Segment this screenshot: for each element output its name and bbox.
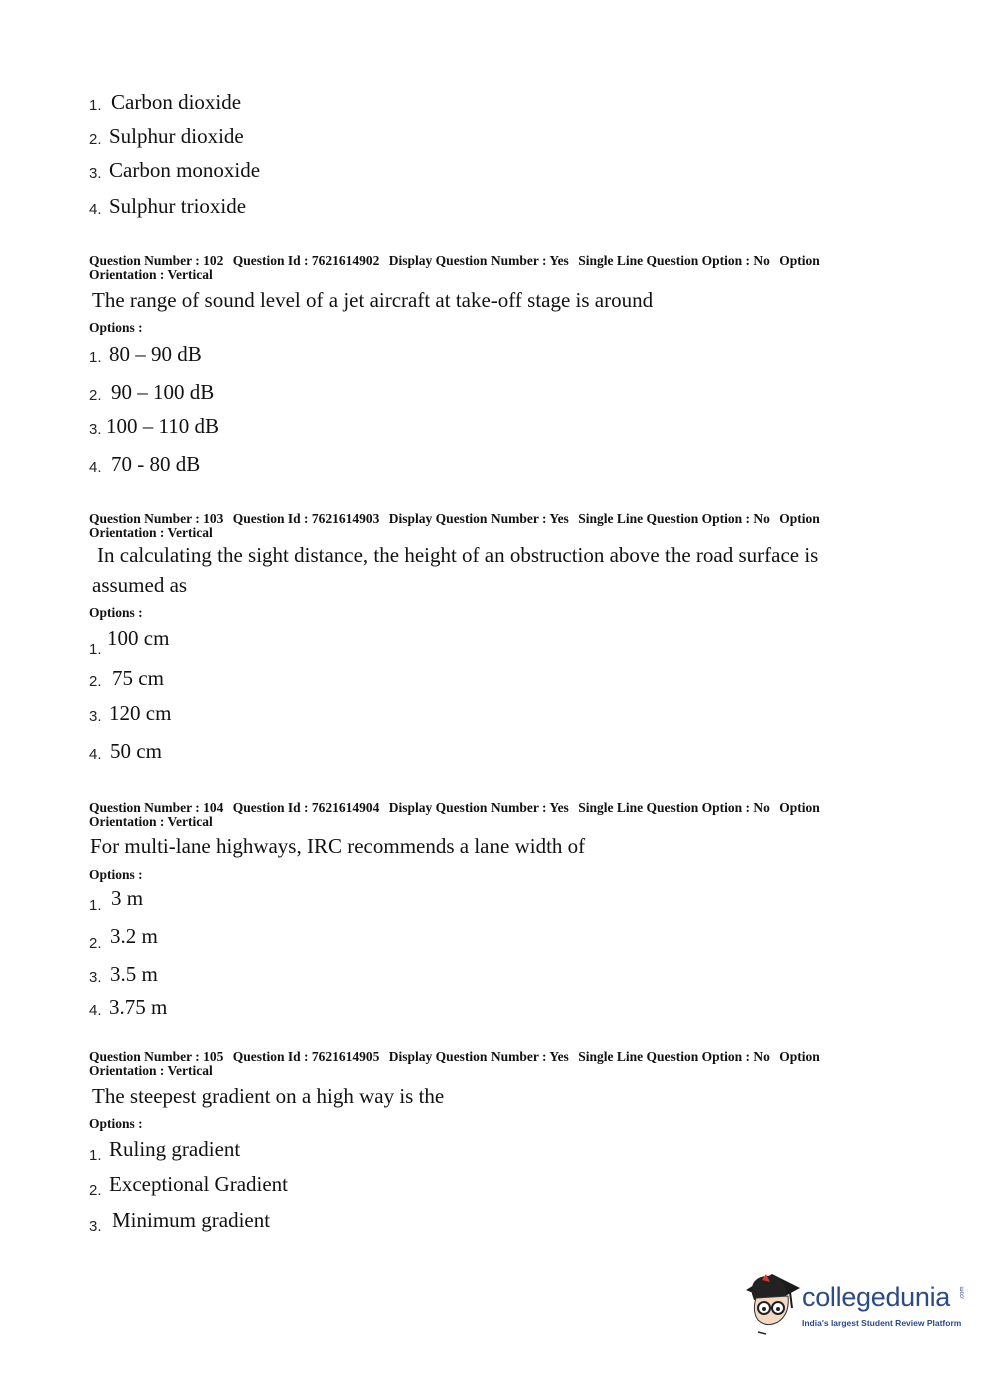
option-number: 2. — [89, 673, 102, 690]
question-text: In calculating the sight distance, the height of an obstruction above the road surface is — [97, 543, 819, 567]
single-line-option: Single Line Question Option : No — [578, 800, 770, 815]
option-number: 4. — [89, 201, 102, 218]
options-label: Options : — [89, 867, 143, 882]
list-item — [89, 160, 260, 181]
option-number: 4. — [89, 1002, 102, 1019]
option-number: 1. — [89, 349, 102, 366]
question-meta — [89, 1050, 879, 1078]
list-item — [89, 92, 241, 113]
display-question-number: Display Question Number : Yes — [388, 800, 569, 815]
list-item — [89, 344, 202, 365]
option-text: 3.5 m — [110, 962, 158, 986]
single-line-option: Single Line Question Option : No — [578, 511, 770, 526]
option-text: 75 cm — [112, 666, 164, 690]
option-number: 1. — [89, 97, 102, 114]
logo-suffix: .com — [959, 1286, 966, 1300]
options-label: Options : — [89, 1116, 143, 1131]
logo-tagline: India's largest Student Review Platform — [802, 1318, 962, 1328]
option-number: 4. — [89, 459, 102, 476]
question-meta — [89, 512, 879, 540]
option-text: 3 m — [111, 886, 144, 910]
display-question-number: Display Question Number : Yes — [388, 253, 569, 268]
list-item — [89, 1208, 271, 1235]
option-text: Carbon dioxide — [111, 90, 242, 114]
list-item — [89, 924, 158, 952]
options-label: Options : — [89, 605, 143, 620]
list-item — [89, 741, 162, 762]
option-text: 100 cm — [107, 626, 170, 650]
option-text: Sulphur trioxide — [109, 194, 247, 218]
question-id: Question Id : 7621614905 — [232, 1049, 380, 1064]
option-number: 3. — [89, 1218, 102, 1235]
option-text: Ruling gradient — [109, 1137, 241, 1161]
option-number: 3. — [89, 421, 102, 438]
list-item — [89, 626, 170, 658]
option-text: Carbon monoxide — [109, 158, 261, 182]
option-number: 3. — [89, 969, 102, 986]
question-meta — [89, 254, 879, 282]
option-text: 3.2 m — [110, 924, 158, 948]
list-item — [89, 382, 214, 403]
list-item — [89, 703, 171, 724]
question-number: Question Number : 104 — [89, 800, 224, 815]
list-item — [89, 668, 164, 689]
option-orientation: Option Orientation : Vertical — [89, 511, 820, 540]
question-number: Question Number : 102 — [89, 253, 224, 268]
option-orientation: Option Orientation : Vertical — [89, 800, 820, 829]
option-number: 2. — [89, 1182, 102, 1199]
question-text: The steepest gradient on a high way is the — [92, 1084, 445, 1108]
option-text: 50 cm — [110, 739, 162, 763]
option-number: 1. — [89, 897, 102, 914]
option-text: 70 - 80 dB — [111, 452, 201, 476]
options-label: Options : — [89, 320, 143, 335]
list-item — [89, 997, 167, 1018]
option-number: 2. — [89, 387, 102, 404]
logo-name: collegedunia — [802, 1282, 951, 1312]
question-id: Question Id : 7621614902 — [232, 253, 380, 268]
display-question-number: Display Question Number : Yes — [388, 1049, 569, 1064]
option-number: 2. — [89, 935, 102, 952]
option-text: 120 cm — [109, 701, 172, 725]
option-number: 2. — [89, 131, 102, 148]
option-number: 1. — [89, 641, 102, 658]
single-line-option: Single Line Question Option : No — [578, 1049, 770, 1064]
question-id: Question Id : 7621614903 — [232, 511, 380, 526]
list-item — [89, 1137, 241, 1164]
option-orientation: Option Orientation : Vertical — [89, 1049, 820, 1078]
list-item — [89, 1172, 289, 1199]
list-item — [89, 196, 246, 217]
option-orientation: Option Orientation : Vertical — [89, 253, 820, 282]
option-text: 3.75 m — [109, 995, 168, 1019]
option-number: 3. — [89, 165, 102, 182]
question-meta — [89, 801, 879, 829]
question-text-continued: assumed as — [92, 573, 188, 597]
question-text: The range of sound level of a jet aircraft at take-off stage is around — [92, 288, 654, 312]
list-item — [89, 964, 158, 985]
question-text: For multi-lane highways, IRC recommends a lane width of — [90, 834, 586, 858]
question-id: Question Id : 7621614904 — [232, 800, 380, 815]
list-item — [89, 886, 144, 914]
option-text: 90 – 100 dB — [111, 380, 215, 404]
option-number: 1. — [89, 1147, 102, 1164]
option-text: Sulphur dioxide — [109, 124, 244, 148]
option-number: 4. — [89, 746, 102, 763]
question-number: Question Number : 103 — [89, 511, 224, 526]
mascot-icon — [742, 1268, 802, 1340]
single-line-option: Single Line Question Option : No — [578, 253, 770, 268]
list-item — [89, 416, 219, 437]
list-item — [89, 126, 244, 147]
option-number: 3. — [89, 708, 102, 725]
option-text: 80 – 90 dB — [109, 342, 202, 366]
option-text: Minimum gradient — [112, 1208, 271, 1232]
collegedunia-logo — [742, 1268, 972, 1340]
question-number: Question Number : 105 — [89, 1049, 224, 1064]
display-question-number: Display Question Number : Yes — [388, 511, 569, 526]
list-item — [89, 454, 200, 475]
option-text: 100 – 110 dB — [106, 414, 219, 438]
option-text: Exceptional Gradient — [109, 1172, 289, 1196]
